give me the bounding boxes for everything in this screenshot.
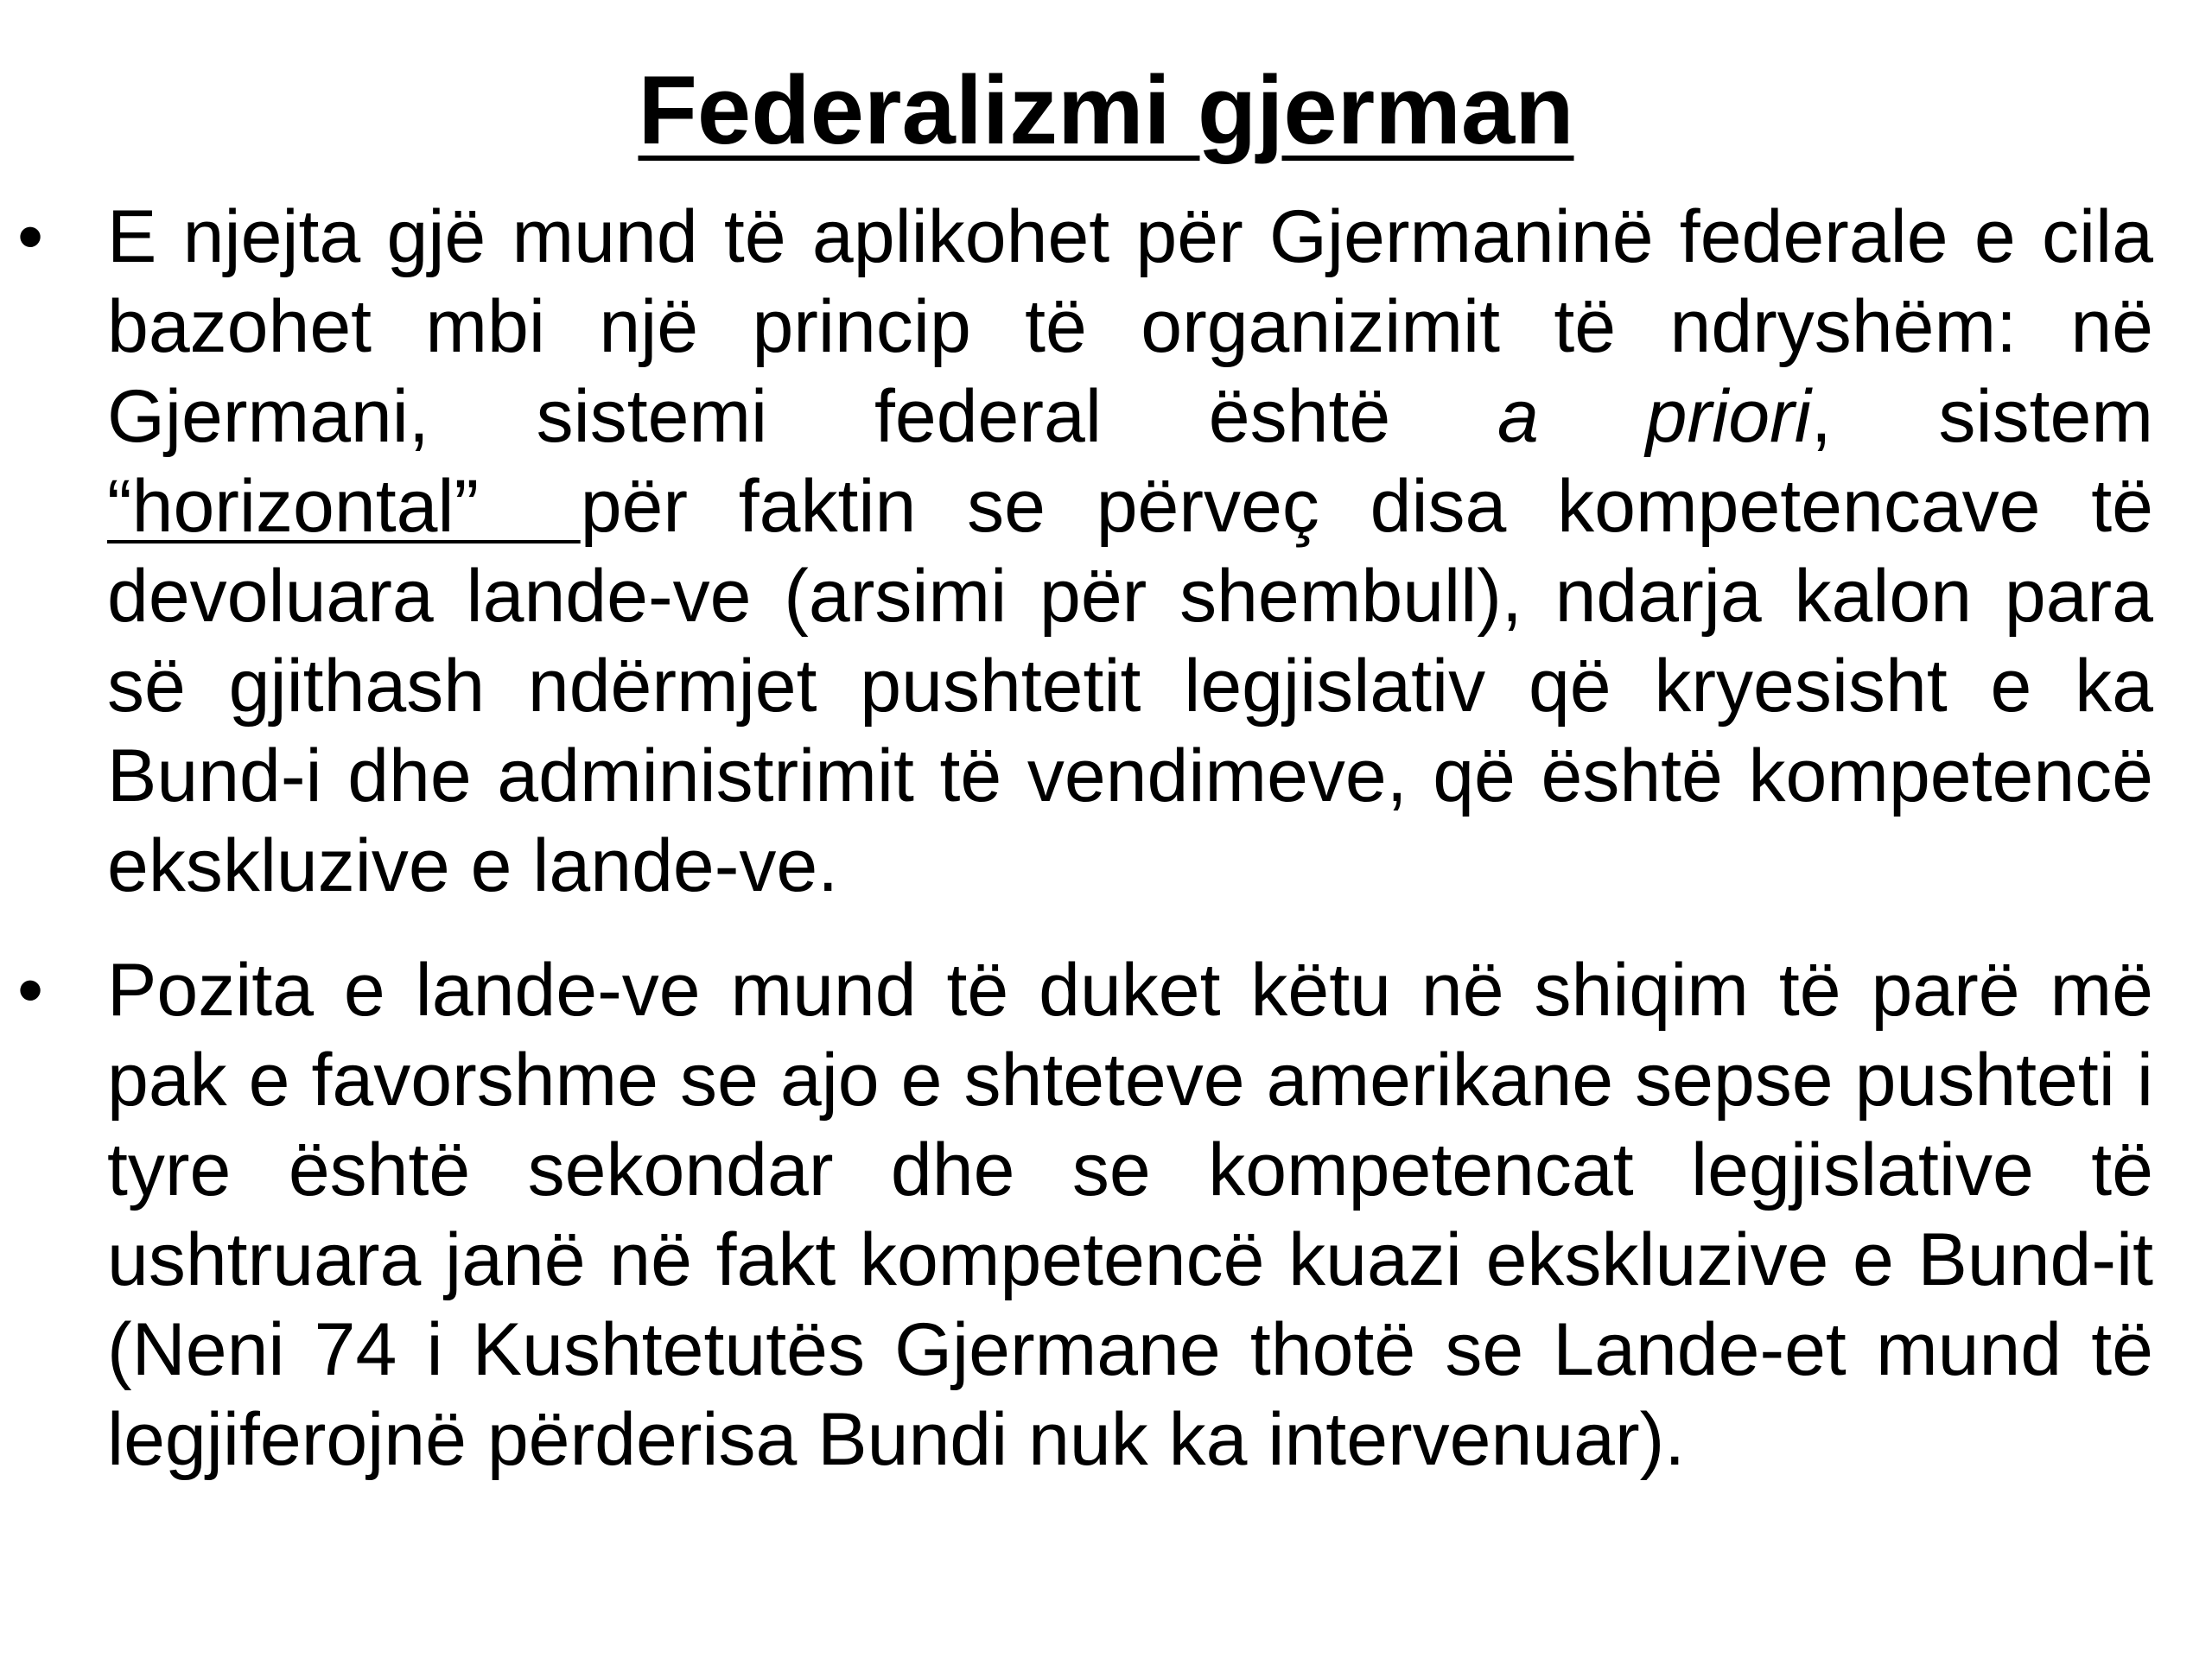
paragraph-1-text-start: E njejta gjë mund të aplikohet për Gjermaninë federale e cila bazohet mbi një princip të organizimit të ndryshëm: në Gjermani, sistemi federal është	[107, 195, 2153, 458]
bullet-list	[0, 192, 2212, 1484]
paragraph-2-text: Pozita e lande-ve mund të duket këtu në shiqim të parë më pak e favorshme se ajo e shteteve amerikane sepse pushteti i tyre është sekondar dhe se kompetencat legjislative të ushtruara janë në fakt kompetencë kuazi ekskluzive e Bund-it (Neni 74 i Kushtetutës Gjermane thotë se Lande-et mund të legjiferojnë përderisa Bundi nuk ka intervenuar).	[107, 949, 2153, 1481]
paragraph-1-underlined-horizontal: “horizontal”	[107, 465, 581, 548]
paragraph-1-italic-a-priori: a priori	[1497, 375, 1811, 458]
paragraph-1-text-end: për faktin se përveç disa kompetencave të devoluara lande-ve (arsimi për shembull), ndarja kalon para së gjithash ndërmjet pushtetit legjislativ që kryesisht e ka Bund-i dhe administrimit të vendimeve, që është kompetencë ekskluzive e lande-ve.	[107, 465, 2153, 907]
bullet-paragraph-1	[17, 192, 2154, 911]
slide-title-text: Federalizmi gjerman	[638, 56, 1574, 164]
bullet-paragraph-2	[17, 945, 2153, 1484]
bullet-icon: •	[17, 949, 44, 1032]
bullet-icon: •	[17, 195, 44, 278]
slide-title	[0, 50, 2212, 171]
paragraph-1-text-middle: , sistem	[1810, 375, 2154, 458]
